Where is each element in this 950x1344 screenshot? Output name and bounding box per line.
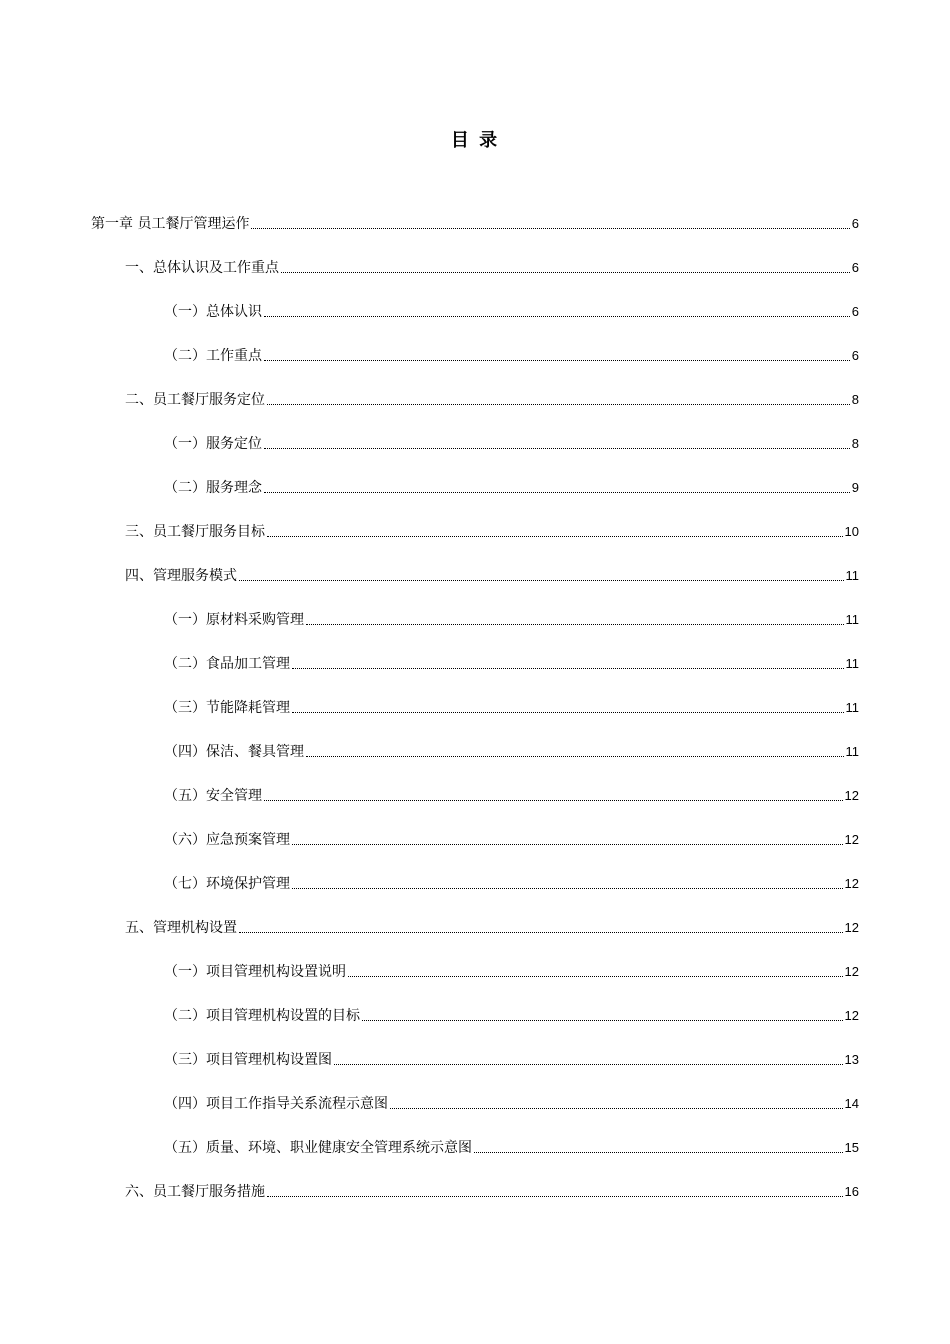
toc-entry-label: （四）项目工作指导关系流程示意图 [164,1096,388,1112]
toc-dot-leader [306,624,844,625]
toc-dot-leader [292,888,843,889]
toc-page-number: 15 [844,1140,859,1155]
toc-entry[interactable] [164,301,859,323]
toc-entry[interactable] [164,1093,859,1115]
toc-dot-leader [281,272,850,273]
toc-page-number: 8 [851,392,859,407]
toc-entry-label: 六、员工餐厅服务措施 [125,1184,265,1200]
toc-entry[interactable] [125,565,859,587]
toc-page-number: 6 [851,304,859,319]
toc-page-number: 10 [844,524,859,539]
toc-page-number: 6 [851,216,859,231]
toc-entry-label: （一）项目管理机构设置说明 [164,964,346,980]
toc-dot-leader [474,1152,843,1153]
toc-entry-label: （三）节能降耗管理 [164,700,290,716]
toc-page-number: 11 [845,656,859,671]
toc-entry[interactable] [164,961,859,983]
toc-dot-leader [264,492,850,493]
toc-entry[interactable] [164,873,859,895]
toc-page-number: 11 [845,700,859,715]
toc-entry-label: （六）应急预案管理 [164,832,290,848]
toc-entry-label: （二）服务理念 [164,480,262,496]
toc-page-number: 8 [851,436,859,451]
toc-entry-label: （二）项目管理机构设置的目标 [164,1008,360,1024]
toc-dot-leader [292,844,843,845]
toc-page-number: 6 [851,348,859,363]
toc-dot-leader [264,448,850,449]
toc-entry-label: 第一章 员工餐厅管理运作 [91,216,250,232]
toc-page-number: 12 [844,832,859,847]
toc-dot-leader [264,360,850,361]
toc-dot-leader [264,316,850,317]
toc-entry[interactable] [125,1181,859,1203]
toc-dot-leader [390,1108,843,1109]
toc-entry-label: 四、管理服务模式 [125,568,237,584]
toc-entry-label: （二）食品加工管理 [164,656,290,672]
toc-dot-leader [306,756,844,757]
toc-entry[interactable] [125,257,859,279]
toc-entry-label: 二、员工餐厅服务定位 [125,392,265,408]
toc-entry[interactable] [164,345,859,367]
toc-dot-leader [292,712,844,713]
toc-page-number: 11 [845,612,859,627]
toc-entry-label: 三、员工餐厅服务目标 [125,524,265,540]
toc-entry-label: （一）总体认识 [164,304,262,320]
toc-entry[interactable] [164,433,859,455]
toc-page-number: 12 [844,920,859,935]
toc-dot-leader [334,1064,843,1065]
toc-entry[interactable] [125,917,859,939]
toc-entry[interactable] [164,829,859,851]
toc-entry[interactable] [164,609,859,631]
toc-entry-label: （七）环境保护管理 [164,876,290,892]
toc-entry-label: （三）项目管理机构设置图 [164,1052,332,1068]
toc-entry[interactable] [164,477,859,499]
toc-dot-leader [251,228,849,229]
toc-page-number: 9 [851,480,859,495]
toc-dot-leader [267,536,843,537]
toc-dot-leader [239,580,844,581]
toc-dot-leader [267,1196,843,1197]
toc-entry[interactable] [164,653,859,675]
toc-entry-label: （五）质量、环境、职业健康安全管理系统示意图 [164,1140,472,1156]
toc-entry[interactable] [164,1137,859,1159]
toc-page-number: 13 [844,1052,859,1067]
toc-entry-label: （五）安全管理 [164,788,262,804]
toc-entry-label: （一）服务定位 [164,436,262,452]
toc-page-number: 11 [845,744,859,759]
toc-page-number: 14 [844,1096,859,1111]
page-title: 目 录 [450,130,500,151]
toc-page-number: 12 [844,1008,859,1023]
toc-entry[interactable] [91,213,859,235]
toc-page-number: 12 [844,964,859,979]
toc-dot-leader [292,668,844,669]
toc-dot-leader [348,976,843,977]
toc-dot-leader [362,1020,843,1021]
toc-dot-leader [239,932,843,933]
toc-entry-label: 五、管理机构设置 [125,920,237,936]
toc-dot-leader [264,800,843,801]
toc-entry-label: （二）工作重点 [164,348,262,364]
toc-entry[interactable] [164,697,859,719]
toc-entry-label: 一、总体认识及工作重点 [125,260,279,276]
toc-page-number: 6 [851,260,859,275]
toc-entry[interactable] [125,521,859,543]
toc-page-number: 12 [844,876,859,891]
toc-dot-leader [267,404,850,405]
toc-page-number: 16 [844,1184,859,1199]
toc-entry[interactable] [164,785,859,807]
toc-page-number: 12 [844,788,859,803]
toc-entry[interactable] [164,741,859,763]
toc-entry[interactable] [164,1049,859,1071]
toc-page-number: 11 [845,568,859,583]
toc-entry[interactable] [164,1005,859,1027]
toc-entry[interactable] [125,389,859,411]
toc-entry-label: （四）保洁、餐具管理 [164,744,304,760]
toc-entry-label: （一）原材料采购管理 [164,612,304,628]
